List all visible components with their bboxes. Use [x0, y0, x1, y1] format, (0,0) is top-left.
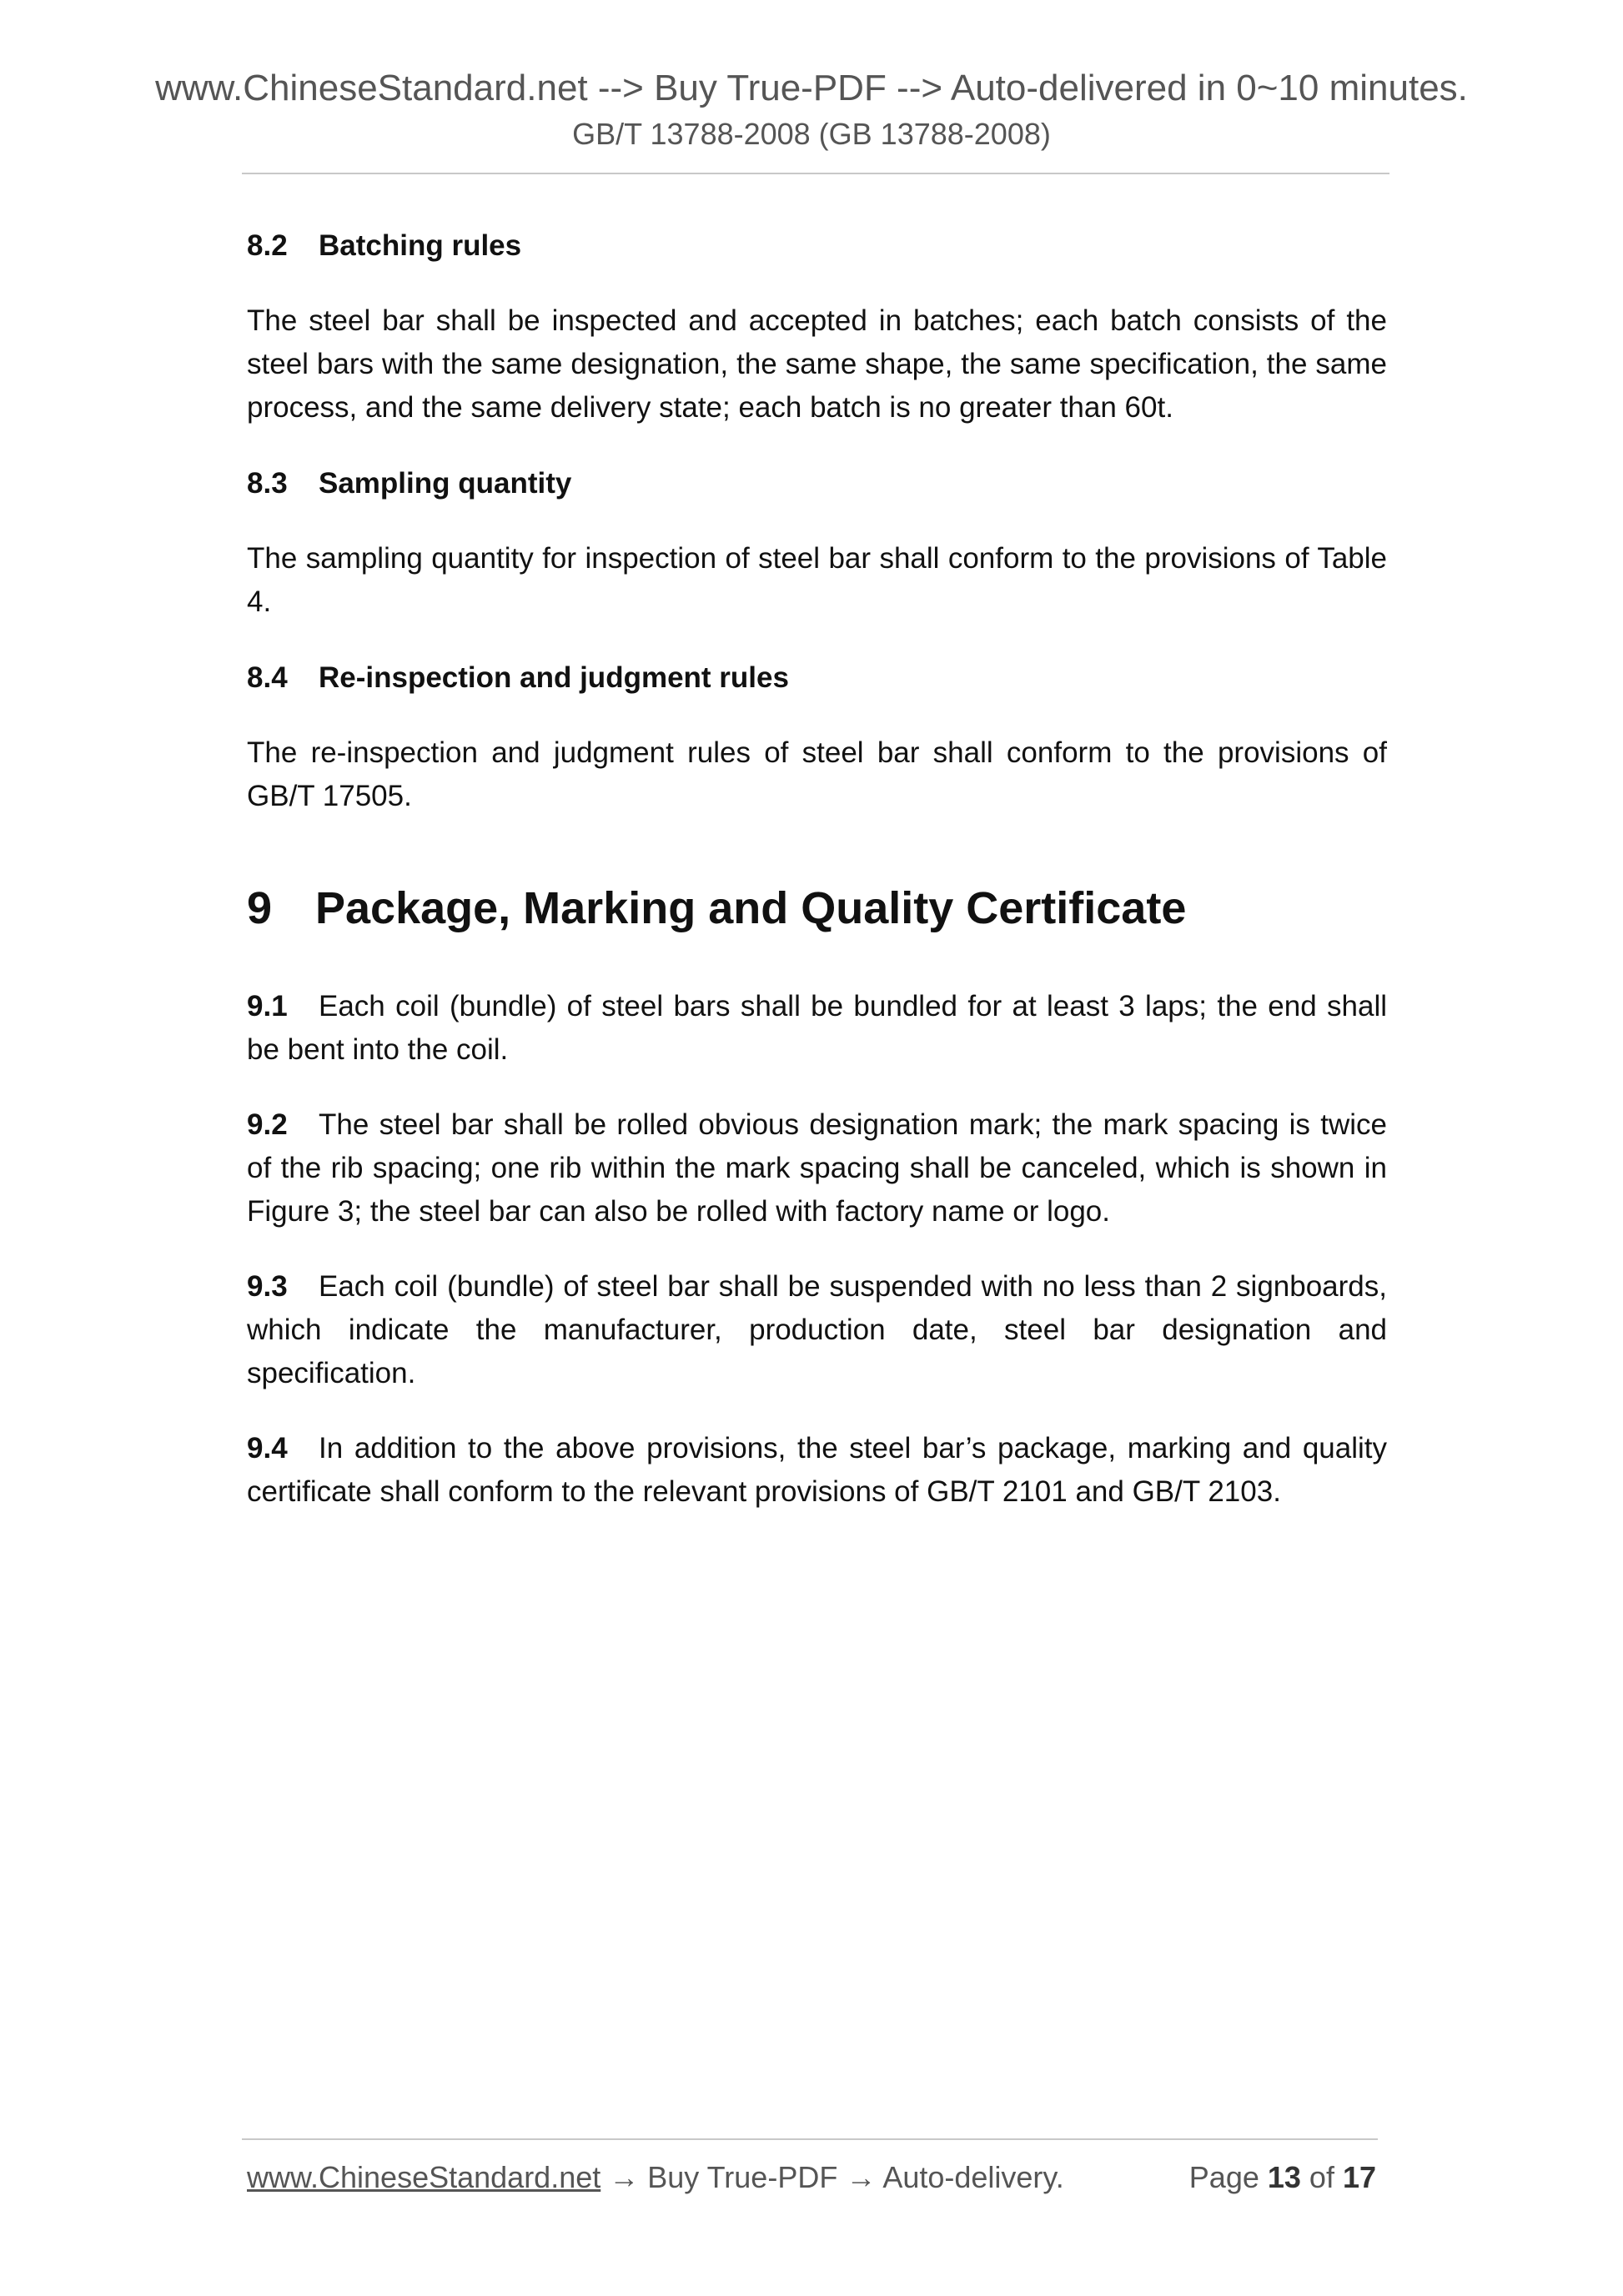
clause-text: Each coil (bundle) of steel bars shall be bundled for at least 3 laps; the end shall be bent into the coil. — [247, 990, 1387, 1066]
page-number — [1189, 2158, 1376, 2197]
footer-site-link[interactable]: www.ChineseStandard.net — [247, 2160, 601, 2194]
section-number: 8.2 — [247, 229, 288, 262]
page-of: of — [1300, 2160, 1343, 2194]
section-8-4-heading — [247, 659, 789, 697]
section-number: 8.4 — [247, 661, 288, 694]
section-8-3-body: The sampling quantity for inspection of steel bar shall conform to the provisions of Table 4. — [247, 542, 1387, 618]
section-8-4-body: The re-inspection and judgment rules of steel bar shall conform to the provisions of GB/T 17505. — [247, 736, 1387, 812]
section-8-3-heading — [247, 465, 571, 503]
clause-9-3 — [247, 1265, 1387, 1395]
clause-text: The steel bar shall be rolled obvious designation mark; the mark spacing is twice of the rib spacing; one rib within the mark spacing shall be canceled, which is shown in Figure 3; the steel bar can also be rolled with factory name or logo. — [247, 1108, 1387, 1228]
section-title: Sampling quantity — [319, 467, 572, 500]
clause-number: 9.4 — [247, 1432, 288, 1465]
header-standard-id: GB/T 13788-2008 (GB 13788-2008) — [572, 117, 1051, 151]
clause-9-4 — [247, 1427, 1387, 1514]
chapter-9-heading — [247, 881, 1186, 936]
page-label: Page — [1188, 2160, 1268, 2194]
page-current: 13 — [1267, 2160, 1301, 2194]
page-total: 17 — [1342, 2160, 1376, 2194]
clause-number: 9.1 — [247, 990, 288, 1022]
clause-9-1 — [247, 985, 1387, 1072]
section-number: 8.3 — [247, 467, 288, 500]
footer-promo — [247, 2158, 1064, 2197]
clause-text: In addition to the above provisions, the steel bar’s package, marking and quality certificate shall conform to the relevant provisions of GB/T 2101 and GB/T 2103. — [247, 1432, 1387, 1508]
section-title: Batching rules — [319, 229, 522, 262]
header-divider — [242, 173, 1389, 174]
clause-text: Each coil (bundle) of steel bar shall be suspended with no less than 2 signboards, which indicate the manufacturer, production date, steel bar designation and specification. — [247, 1270, 1387, 1389]
section-title: Re-inspection and judgment rules — [319, 661, 789, 694]
section-8-2-heading — [247, 227, 521, 265]
footer-tagline: → Buy True-PDF → Auto-delivery. — [600, 2160, 1064, 2194]
chapter-number: 9 — [247, 883, 273, 933]
clause-number: 9.2 — [247, 1108, 288, 1141]
section-8-2-body: The steel bar shall be inspected and accepted in batches; each batch consists of the steel bars with the same designation, the same shape, the same specification, the same process, and the same delivery state; each batch is no greater than 60t. — [247, 304, 1387, 424]
clause-9-2 — [247, 1103, 1387, 1233]
header-banner: www.ChineseStandard.net --> Buy True-PDF --> Auto-delivered in 0~10 minutes. — [155, 68, 1468, 108]
footer-divider — [242, 2138, 1378, 2140]
clause-number: 9.3 — [247, 1270, 288, 1303]
chapter-title: Package, Marking and Quality Certificate — [315, 883, 1187, 933]
